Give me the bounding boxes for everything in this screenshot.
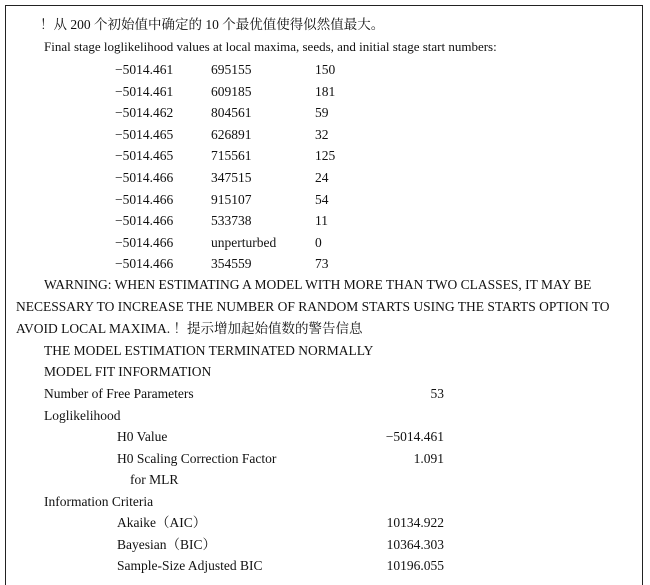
loglik-value: −5014.465 xyxy=(115,148,174,163)
start-number: 73 xyxy=(315,256,329,271)
chinese-comment-line: ！从 200 个初始值中确定的 10 个最优值使得似然值最大。 xyxy=(40,17,385,32)
warning-line-3: AVOID LOCAL MAXIMA. ！提示增加起始值数的警告信息 xyxy=(16,321,363,336)
start-number: 32 xyxy=(315,127,329,142)
seed-value: 695155 xyxy=(211,62,252,77)
h0-value: −5014.461 xyxy=(385,429,444,444)
start-number: 54 xyxy=(315,192,329,207)
seed-value: 715561 xyxy=(211,148,252,163)
seed-value: unperturbed xyxy=(211,235,277,250)
seed-value: 915107 xyxy=(211,192,252,207)
h0-scaling-label-cont: for MLR xyxy=(130,472,179,487)
loglik-value: −5014.461 xyxy=(115,62,174,77)
start-number: 59 xyxy=(315,105,329,120)
seed-value: 347515 xyxy=(211,170,252,185)
loglik-value: −5014.462 xyxy=(115,105,174,120)
final-stage-label: Final stage loglikelihood values at local maxima, seeds, and initial stage start numbers: xyxy=(44,39,497,54)
bic-label: Bayesian（BIC） xyxy=(117,537,216,552)
seed-value: 804561 xyxy=(211,105,252,120)
seed-value: 626891 xyxy=(211,127,252,142)
fit-info-heading: MODEL FIT INFORMATION xyxy=(44,364,212,379)
ssabic-label: Sample-Size Adjusted BIC xyxy=(117,558,263,573)
start-number: 24 xyxy=(315,170,329,185)
warning-line-1: WARNING: WHEN ESTIMATING A MODEL WITH MORE THAN TWO CLASSES, IT MAY BE xyxy=(44,277,592,292)
start-number: 11 xyxy=(315,213,328,228)
loglik-value: −5014.466 xyxy=(115,170,174,185)
bic-value: 10364.303 xyxy=(386,537,444,552)
loglik-value: −5014.466 xyxy=(115,213,174,228)
loglik-value: −5014.466 xyxy=(115,256,174,271)
h0-scaling-label: H0 Scaling Correction Factor xyxy=(117,451,277,466)
h0-scaling-value: 1.091 xyxy=(413,451,444,466)
loglik-value: −5014.461 xyxy=(115,84,174,99)
aic-label: Akaike（AIC） xyxy=(117,515,207,530)
aic-value: 10134.922 xyxy=(386,515,444,530)
seed-value: 354559 xyxy=(211,256,252,271)
free-params-value: 53 xyxy=(430,386,444,401)
loglik-value: −5014.466 xyxy=(115,235,174,250)
info-criteria-label: Information Criteria xyxy=(44,494,154,509)
loglikelihood-label: Loglikelihood xyxy=(44,408,121,423)
start-number: 181 xyxy=(315,84,336,99)
start-number: 0 xyxy=(315,235,322,250)
loglik-value: −5014.465 xyxy=(115,127,174,142)
seed-value: 609185 xyxy=(211,84,252,99)
ssabic-value: 10196.055 xyxy=(386,558,444,573)
start-number: 150 xyxy=(315,62,336,77)
start-number: 125 xyxy=(315,148,336,163)
seed-value: 533738 xyxy=(211,213,252,228)
estimation-status: THE MODEL ESTIMATION TERMINATED NORMALLY xyxy=(44,343,374,358)
free-params-label: Number of Free Parameters xyxy=(44,386,194,401)
warning-line-2: NECESSARY TO INCREASE THE NUMBER OF RANDOM STARTS USING THE STARTS OPTION TO xyxy=(16,299,610,314)
loglik-value: −5014.466 xyxy=(115,192,174,207)
h0-value-label: H0 Value xyxy=(117,429,168,444)
